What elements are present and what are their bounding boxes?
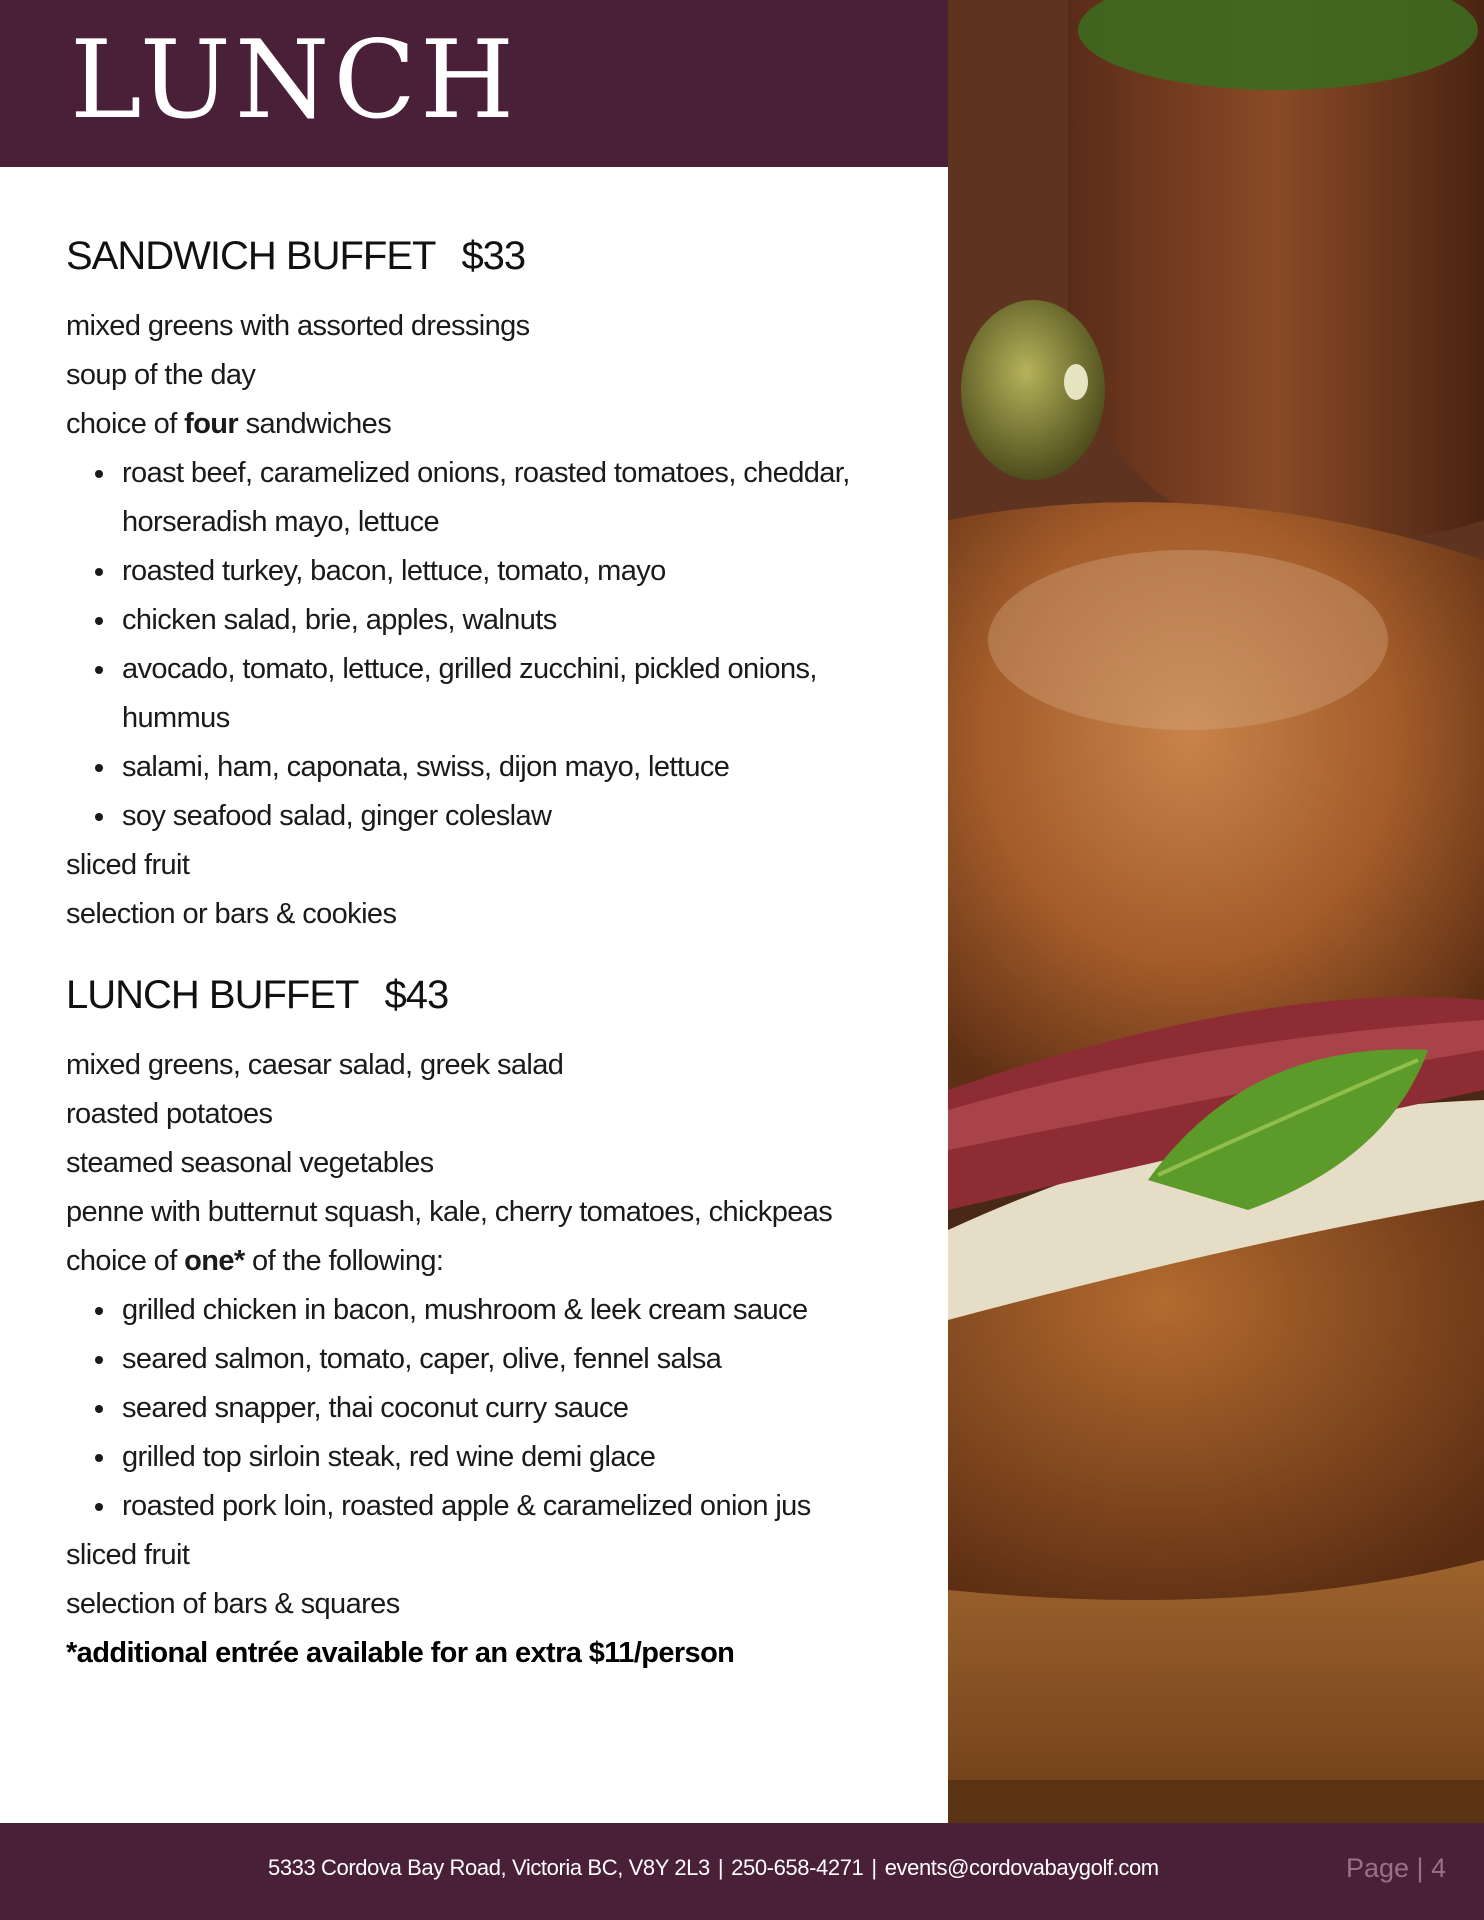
footer-phone: 250-658-4271 (731, 1855, 864, 1880)
sandwich-buffet-items (66, 302, 916, 939)
menu-line: sliced fruit (66, 1539, 190, 1571)
sandwich-buffet-price: $33 (461, 234, 526, 278)
list-item: grilled chicken in bacon, mushroom & leek cream sauce (122, 1286, 882, 1335)
menu-line: soup of the day (66, 359, 256, 391)
footer-email: events@cordovabaygolf.com (884, 1855, 1159, 1880)
menu-content (66, 230, 916, 1678)
list-item: seared salmon, tomato, caper, olive, fennel salsa (122, 1335, 882, 1384)
lunch-buffet-section (66, 969, 916, 1678)
page-title: LUNCH (70, 18, 519, 143)
menu-line: selection of bars & squares (66, 1588, 400, 1620)
list-item: roasted pork loin, roasted apple & caramelized onion jus (122, 1482, 882, 1531)
menu-line: mixed greens, caesar salad, greek salad (66, 1049, 564, 1081)
entree-options-list (66, 1286, 916, 1531)
choice-prefix: choice of (66, 408, 185, 440)
menu-line: sliced fruit (66, 849, 190, 881)
choice-count: one* (184, 1245, 245, 1277)
choice-count: four (184, 408, 239, 440)
list-item: avocado, tomato, lettuce, grilled zucchini, pickled onions, hummus (122, 645, 882, 743)
list-item: grilled top sirloin steak, red wine demi glace (122, 1433, 882, 1482)
choice-suffix: sandwiches (238, 408, 392, 440)
sandwich-buffet-section (66, 230, 916, 939)
menu-line: penne with butternut squash, kale, cherry tomatoes, chickpeas (66, 1196, 833, 1228)
sandwich-options-list (66, 449, 916, 841)
sandwich-choice-line (66, 400, 916, 449)
footer-separator: | (717, 1855, 724, 1880)
menu-line: mixed greens with assorted dressings (66, 310, 530, 342)
list-item: roast beef, caramelized onions, roasted tomatoes, cheddar, horseradish mayo, lettuce (122, 449, 882, 547)
header-bar (0, 0, 948, 167)
lunch-buffet-heading (66, 969, 916, 1021)
list-item: chicken salad, brie, apples, walnuts (122, 596, 882, 645)
footer-separator: | (871, 1855, 877, 1880)
choice-suffix: of the following: (244, 1245, 444, 1277)
lunch-buffet-price: $43 (384, 973, 449, 1017)
menu-line: roasted potatoes (66, 1098, 273, 1130)
footer-address: 5333 Cordova Bay Road, Victoria BC, V8Y 2L3 (268, 1855, 710, 1880)
sandwich-buffet-title: SANDWICH BUFFET (66, 234, 436, 278)
list-item: roasted turkey, bacon, lettuce, tomato, mayo (122, 547, 882, 596)
menu-line: steamed seasonal vegetables (66, 1147, 434, 1179)
list-item: soy seafood salad, ginger coleslaw (122, 792, 882, 841)
footer-bar (0, 1823, 1484, 1920)
sandwich-buffet-heading (66, 230, 916, 282)
choice-prefix: choice of (66, 1245, 185, 1277)
footer-contact (268, 1855, 1159, 1881)
menu-line: selection or bars & cookies (66, 898, 397, 930)
sandwich-photo (948, 0, 1484, 1823)
list-item: seared snapper, thai coconut curry sauce (122, 1384, 882, 1433)
sandwich-illustration (948, 0, 1484, 1823)
additional-entree-note: *additional entrée available for an extra $11/person (66, 1637, 735, 1669)
entree-choice-line (66, 1237, 916, 1286)
lunch-buffet-items (66, 1041, 916, 1678)
page-number: Page | 4 (1346, 1853, 1447, 1883)
list-item: salami, ham, caponata, swiss, dijon mayo, lettuce (122, 743, 882, 792)
lunch-buffet-title: LUNCH BUFFET (66, 973, 359, 1017)
